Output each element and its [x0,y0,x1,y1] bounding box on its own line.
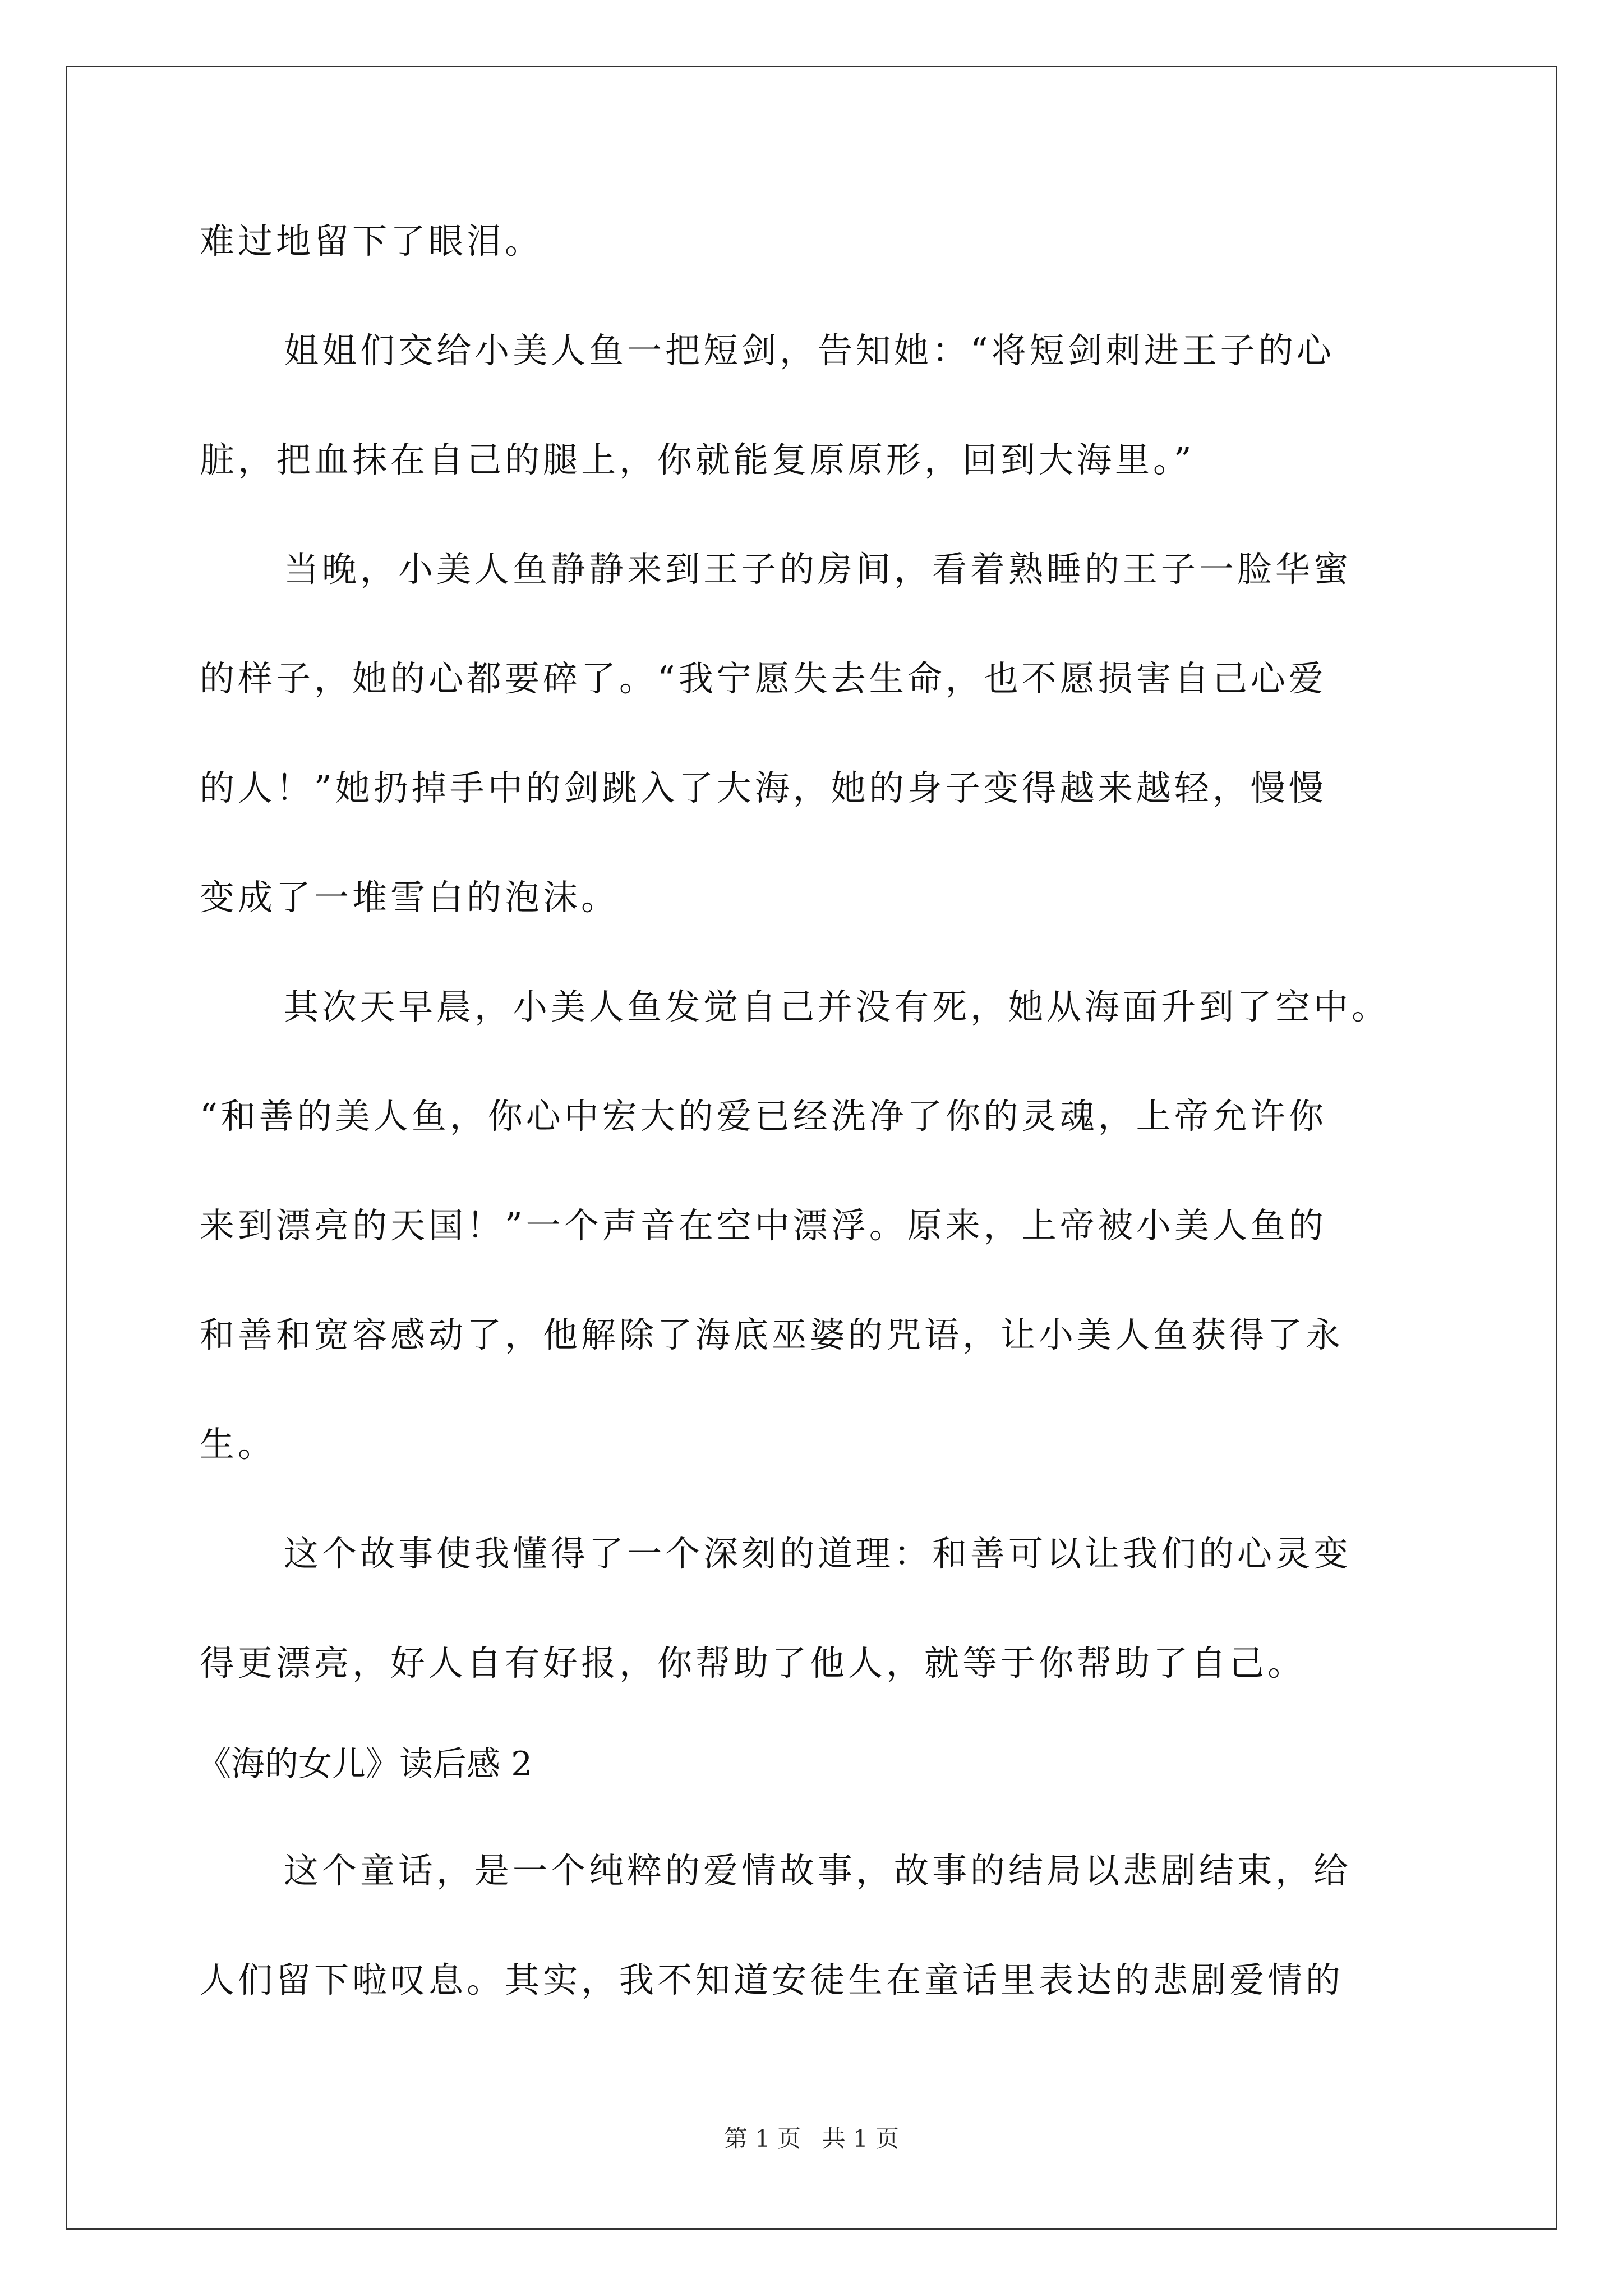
text-line: 变成了一堆雪白的泡沫。 [200,877,620,918]
text-line: 其次天早晨，小美人鱼发觉自己并没有死，她从海面升到了空中。 [284,986,1390,1027]
text-line: 这个童话，是一个纯粹的爱情故事，故事的结局以悲剧结束，给 [284,1850,1352,1891]
text-line: 的样子，她的心都要碎了。“我宁愿失去生命，也不愿损害自己心爱 [200,658,1327,699]
text-line: 得更漂亮，好人自有好报，你帮助了他人，就等于你帮助了自己。 [200,1642,1306,1683]
text-line: 生。 [200,1424,276,1465]
text-line: 来到漂亮的天国！”一个声音在空中漂浮。原来，上帝被小美人鱼的 [200,1205,1327,1246]
text-line: 难过地留下了眼泪。 [200,220,543,261]
text-line: 和善和宽容感动了，他解除了海底巫婆的咒语，让小美人鱼获得了永 [200,1314,1344,1355]
text-line: 当晚，小美人鱼静静来到王子的房间，看着熟睡的王子一脸华蜜 [284,549,1352,590]
page-total: 共 1 页 [822,2125,900,2152]
section-heading: 《海的女儿》读后感 2 [197,1745,533,1784]
text-line: “和善的美人鱼，你心中宏大的爱已经洗净了你的灵魂，上帝允许你 [200,1096,1327,1137]
text-line: 的人！”她扔掉手中的剑跳入了大海，她的身子变得越来越轻，慢慢 [200,767,1327,808]
text-line: 姐姐们交给小美人鱼一把短剑，告知她：“将短剑刺进王子的心 [284,330,1335,371]
text-line: 人们留下啦叹息。其实，我不知道安徒生在童话里表达的悲剧爱情的 [200,1959,1344,2000]
text-line: 这个故事使我懂得了一个深刻的道理：和善可以让我们的心灵变 [284,1533,1352,1574]
page-footer [0,2125,1623,2153]
page-border [66,66,1557,2230]
page-number: 第 1 页 [723,2125,801,2152]
text-line: 脏，把血抹在自己的腿上，你就能复原原形，回到大海里。” [200,439,1195,480]
